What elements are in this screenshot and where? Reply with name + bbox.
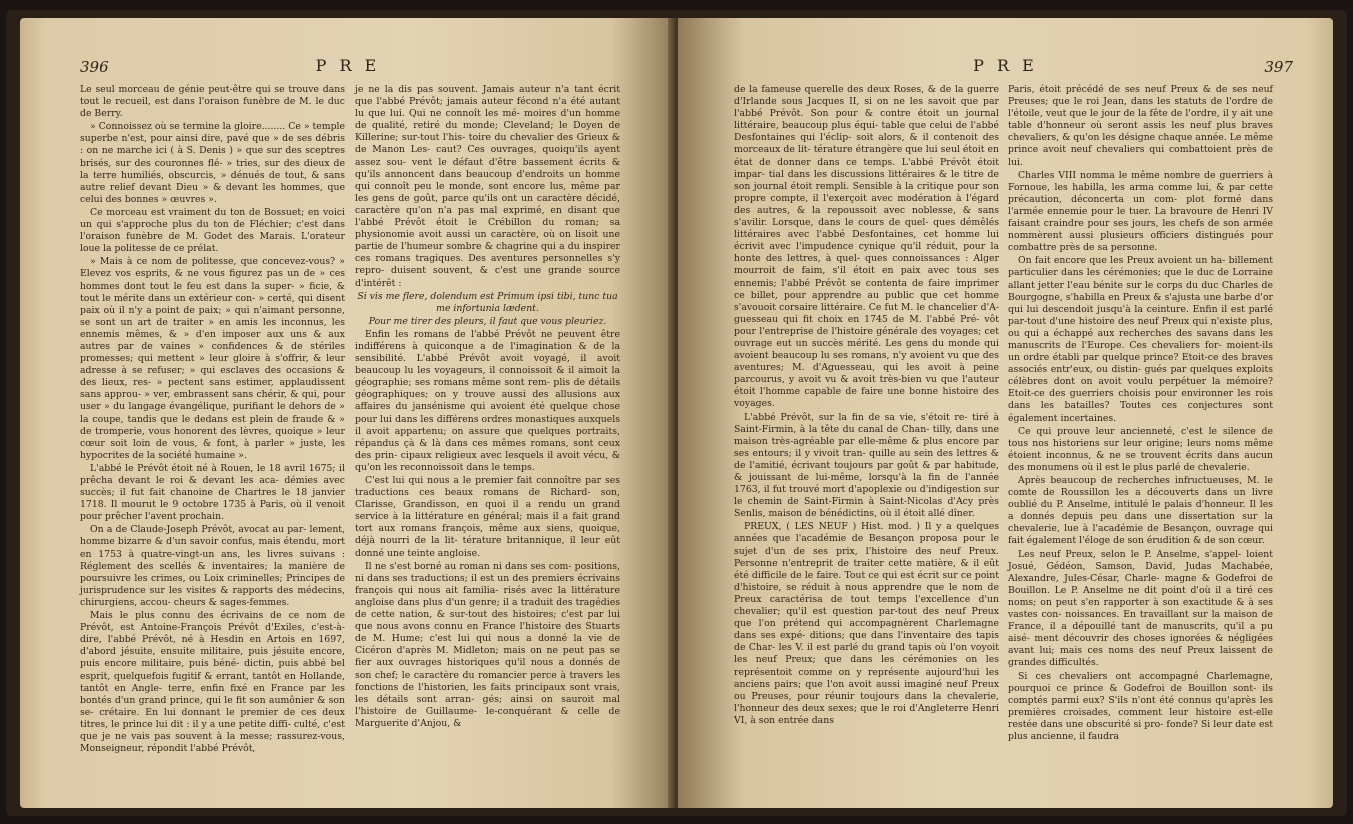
right-column-2: [1008, 84, 1273, 744]
quotation-translation: Pour me tirer des pleurs, il faut que vous pleuriez.: [368, 315, 607, 327]
left-page-number: 396: [80, 58, 109, 76]
paragraph: C'est lui qui nous a le premier fait connoître par ses traductions ces beaux romans de Richard- son, Clarisse, Grandisson, en quoi il a rendu un grand service à la littérature en général; mais il a fait grand tort aux romans françois, même aux siens, quoique, déjà nourri de la lit- térature britannique, il leur eût donné une teinte angloise.: [355, 475, 620, 559]
right-running-head: P R E: [973, 56, 1038, 75]
paragraph: PREUX, ( LES NEUF ) Hist. mod. ) Il y a quelques années que l'académie de Besançon proposa pour le sujet d'un de ses prix, l'histoire des neuf Preux. Personne n'entreprit de traiter cette matière, & il eût été difficile de le faire. Tout ce qui est écrit sur ce point d'histoire, se réduit à nous apprendre que le nom de Preux caractérisa de tout temps l'excellence d'un chevalier; qu'il est question par-tout des neuf Preux que l'on prétend qui accompagnèrent Charlemagne dans ses expé- ditions; que dans l'inventaire des tapis de Char- les V. il est parlé du grand tapis où l'on voyoit les neuf Preux; que dans les cérémonies on les représentoit comme on y représente aujourd'hui les anciens pairs; que l'on avoit aussi imaginé neuf Preux ou Preuses, pour réunir toujours dans la chevalerie, l'honneur des deux sexes; que le roi d'Angleterre Henri VI, à son entrée dans: [734, 521, 999, 726]
right-page-header: [678, 56, 1333, 82]
paragraph: Le seul morceau de génie peut-être qui se trouve dans tout le recueil, est dans l'oraison funèbre de M. le duc de Berry.: [80, 84, 345, 120]
paragraph: Après beaucoup de recherches infructueuses, M. le comte de Roussillon les a découverts dans un livre oublié du P. Anselme, intitulé le palais d'honneur. Il les a donnés depuis peu dans une dissertation sur la chevalerie, lue à l'académie de Besançon, ouvrage qui fait également l'éloge de son érudition & de son cœur.: [1008, 475, 1273, 547]
paragraph: » Mais à ce nom de politesse, que concevez-vous? » Elevez vos esprits, & ne vous figurez pas un de » ces hommes dont tout le feu est dans la super- » ficie, & tout le mérite dans un extérieur con- » certé, qui disent paix où il n'y a point de paix; » qui n'aimant personne, se sont un art de traiter » en amis les inconnus, les ennemis mêmes, & » d'en imposer aux uns & aux autres par de vaines » confidences & de stériles promesses; qui mettent » leur gloire à s'offrir, & leur adresse à se refuser; » qui esclaves des occasions & des lieux, res- » pectent sans estimer, applaudissent sans approu- » ver, embrassent sans chérir, & qui, pour user » du langage évangélique, purifiant le dehors de » la coupe, tandis que le dedans est plein de fraude & » de tromperie, vous honorent des lèvres, quoique » leur cœur soit loin de vous, & font, à parler » juste, les hypocrites de la société humaine ».: [80, 256, 345, 461]
paragraph: je ne la dis pas souvent. Jamais auteur n'a tant écrit que l'abbé Prévôt; jamais auteur fécond n'a été autant lu que lui. Qui ne connoît les mé- moires d'un homme de qualité, retiré du monde; Cleveland; le Doyen de Killerine; sur-tout l'his- toire du chevalier des Grieux & de Manon Les- caut? Ces ouvrages, quoiqu'ils ayent assez sou- vent le défaut d'être bassement écrits & qu'ils annoncent dans beaucoup d'endroits un homme qui connoît peu le monde, sont encore lus, même par les gens de goût, parce qu'ils ont un caractère décidé, caractère qu'on n'a pas mal exprimé, en disant que l'abbé Prévôt étoit le Crébillon du roman; sa physionomie avoit aussi un caractère, où on lisoit une partie de l'humeur sombre & chagrine qui a du inspirer ces romans tragiques. Des aventures personnelles s'y repro- duisent souvent, & c'est une grande source d'intérêt :: [355, 84, 620, 289]
paragraph: Paris, étoit précédé de ses neuf Preux & de ses neuf Preuses; que le roi Jean, dans les statuts de l'ordre de l'étoile, veut que le jour de la fête de l'ordre, il y ait une table d'honneur où seront assis les neuf plus braves chevaliers, & qu'on les désigne chaque année. Le même prince avoit neuf chevaliers qui combattoient près de lui.: [1008, 84, 1273, 168]
paragraph: L'abbé Prévôt, sur la fin de sa vie, s'étoit re- tiré à Saint-Firmin, à la tête du canal de Chan- tilly, dans une maison très-agréable par elle-même & plus encore par ses entours; il y vivoit tran- quille au sein des lettres & de l'amitié, écrivant toujours par goût & par habitude, & jouissant de lui-même, lorsqu'à la fin de l'année 1763, il fut trouvé mort d'apoplexie ou d'indigestion sur le chemin de Saint-Firmin à Saint-Nicolas d'Acy près Senlis, maison de bénédictins, où il étoit allé dîner.: [734, 411, 999, 520]
paragraph: Ce morceau est vraiment du ton de Bossuet; en voici un qui s'approche plus du ton de Fléchier; c'est dans l'oraison funèbre de M. Godet des Marais. L'orateur loue la politesse de ce prélat.: [80, 206, 345, 255]
paragraph: Mais le plus connu des écrivains de ce nom de Prévôt, est Antoine-François Prévôt d'Exiles, c'est-à-dire, l'abbé Prévôt, né à Hesdin en Artois en 1697, d'abord jésuite, ensuite militaire, puis jésuite encore, puis encore militaire, puis béné- dictin, puis abbé bel esprit, quelquefois fugitif & errant, tantôt en Hollande, tantôt en Angle- terre, enfin fixé en France par les bontés d'un grand prince, qui le fit son aumônier & son se- crétaire. En lui donnant le premier de ces deux titres, le prince lui dit : il y a une petite diffi- culté, c'est que je ne vais pas souvent à la messe; rassurez-vous, Monseigneur, répondit l'abbé Prévôt,: [80, 610, 345, 755]
paragraph: Les neuf Preux, selon le P. Anselme, s'appel- loient Josué, Gédéon, Samson, David, Judas Machabée, Alexandre, Jules-César, Charle- magne & Godefroi de Bouillon. Le P. Anselme ne dit point d'où il a tiré ces noms; on peut s'en rapporter à son exactitude & à ses vastes con- noissances. En travaillant sur la maison de France, il a dépouillé tant de manuscrits, qu'il a pu aisé- ment découvrir des choses ignorées & négligées avant lui; mais ces noms des neuf Preux laissent de grandes difficultés.: [1008, 548, 1273, 669]
left-column-2: [355, 84, 620, 731]
paragraph: » Connoissez où se termine la gloire........ Ce » temple superbe n'est, pour ainsi dire, pavé que » de ses débris : on ne marche ici ( à S. Denis ) » que sur des sceptres brisés, sur des couronnes flé- » tries, sur des dieux de la terre humiliés, obscurcis, » dénués de tout, & sans autre relief devant Dieu » & devant les hommes, que celui des bonnes » œuvres ».: [80, 121, 345, 205]
open-book: [6, 10, 1347, 816]
paragraph: Ce qui prouve leur ancienneté, c'est le silence de tous nos historiens sur leur origine; leurs noms même étoient inconnus, & ne se trouvent écrits dans aucun des monumens où il est le plus parlé de chevalerie.: [1008, 425, 1273, 473]
latin-quotation: Si vis me flere, dolendum est Primum ipsi tibi, tunc tua me infortunia lædent.: [357, 290, 618, 314]
left-page-header: [20, 56, 676, 82]
paragraph: de la fameuse querelle des deux Roses, & de la guerre d'Irlande sous Jacques II, si on ne les savoit que par l'abbé Prévôt. Son pour & contre étoit un journal littéraire, beaucoup plus équi- table que celui de l'abbé Desfontaines qui l'éclip- soit alors, & il contenoit des morceaux de lit- térature étrangère que lui seul étoit en état de donner dans ce temps. L'abbé Prévôt étoit impar- tial dans les discussions littéraires & le titre de son journal étoit rempli. Sensible à la critique pour son propre compte, il l'exerçoit avec modération à l'égard des autres, & la repoussoit avec noblesse, & sans s'avilir. Lorsque, dans le cours de quel- ques démêlés littéraires avec l'abbé Desfontaines, cet homme lui écrivit avec l'impudence cynique qu'il réduit, pour la honte des lettres, à quel- ques connoissances : Alger mourroit de faim, s'il étoit en paix avec tous ses ennemis; l'abbé Prévôt se contenta de faire imprimer ce billet, pour apprendre au public que cet homme s'avouoit corsaire littéraire. Ce fut M. le chancelier d'A- guesseau qui fit choix en 1745 de M. l'abbé Pré- vôt pour l'entreprise de l'histoire générale des voyages; cet ouvrage eut un succès mérité. Les gens du monde qui avoient beaucoup lu ses romans, n'y avoient vu que des aventures; M. d'Aguesseau, qui les avoit à peine parcourus, y avoit vu & avoit très-bien vu que l'auteur étoit l'homme capable de faire une bonne histoire des voyages.: [734, 84, 999, 410]
right-page-number: 397: [1264, 58, 1293, 76]
left-page: [20, 18, 676, 808]
paragraph: Si ces chevaliers ont accompagné Charlemagne, pourquoi ce prince & Godefroi de Bouillon sont- ils comptés parmi eux? S'ils n'ont été connus qu'après les premières croisades, comment leur histoire est-elle restée dans une obscurité si pro- fonde? Si leur date est plus ancienne, il faudra: [1008, 670, 1273, 742]
right-column-1: [734, 84, 999, 728]
paragraph: On a de Claude-Joseph Prévôt, avocat au par- lement, homme bizarre & d'un savoir confus, mais étendu, mort en 1753 à quatre-vingt-un ans, les livres suivans : Réglement des scellés & inventaires; la manière de poursuivre les crimes, ou Loix criminelles; Principes de jurisprudence sur les visites & rapports des médecins, chirurgiens, accou- cheurs & sages-femmes.: [80, 524, 345, 608]
paragraph: L'abbé le Prévôt étoit né à Rouen, le 18 avril 1675; il prêcha devant le roi & devant les aca- démies avec succès; il fut fait chanoine de Chartres le 18 janvier 1718. Il mourut le 9 octobre 1735 à Paris, où il venoit pour prêcher l'avent prochain.: [80, 462, 345, 523]
right-page: [678, 18, 1333, 808]
paragraph: On fait encore que les Preux avoient un ha- billement particulier dans les cérémonies; que le duc de Lorraine allant jetter l'eau bénite sur le corps du duc Charles de Bourgogne, s'habilla en Preux & s'ajusta une barbe d'or qui lui descendoit jusqu'à la ceinture. Enfin il est parlé par-tout d'une histoire des neuf Preux qui n'existe plus, ou qui a échappé aux recherches des savans dans les manuscrits de l'Europe. Ces chevaliers for- moient-ils un ordre établi par quelque prince? Etoit-ce des braves associés entr'eux, ou distin- gués par quelques exploits célèbres dont on avoit voulu perpétuer la mémoire? Etoit-ce des guerriers choisis pour environner les rois dans les batailles? Toutes ces conjectures sont également incertaines.: [1008, 255, 1273, 424]
left-running-head: P R E: [315, 56, 381, 75]
left-column-1: [80, 84, 345, 756]
paragraph: Il ne s'est borné au roman ni dans ses com- positions, ni dans ses traductions; il est un des premiers écrivains françois qui nous ait familia- risés avec la littérature angloise dans plus d'un genre; il a traduit des tragédies de cette nation, & sur-tout des histoires; c'est par lui que nous avons connu en France l'histoire des Stuarts de M. Hume; c'est lui qui nous a donné la vie de Cicéron d'après M. Midleton; mais on ne peut pas se fier aux ouvrages historiques qu'il nous a donnés de son chef; le caractère du romancier perce à travers les fonctions de l'historien, les faits principaux sont vrais, les détails sont arran- gés; ainsi on sauroit mal l'histoire de Guillaume- le-conquérant & celle de Marguerite d'Anjou, &: [355, 560, 620, 729]
paragraph: Charles VIII nomma le même nombre de guerriers à Fornoue, les habilla, les arma comme lui, & par cette précaution, déconcerta un com- plot formé dans l'armée ennemie pour le tuer. La bravoure de Henri IV faisant craindre pour ses jours, les chefs de son armée nommèrent aussi plusieurs officiers distingués pour combattre près de sa personne.: [1008, 169, 1273, 254]
paragraph: Enfin les romans de l'abbé Prévôt ne peuvent être indifférens à quiconque a de l'imagination & de la sensibilité. L'abbé Prévôt avoit voyagé, il avoit beaucoup lu les voyageurs, il connoissoit & il aimoit la géographie; ses romans même sont rem- plis de détails géographiques; on y trouve aussi des allusions aux affaires du jansénisme qui avoient été quelque chose pour lui dans les différens ordres monastiques auxquels il avoit appartenu; on assure que quelques portraits, répandus çà & là dans ces mêmes romans, sont ceux des prin- cipaux religieux avec lesquels il avoit vécu, & qu'on les reconnoissoit dans le temps.: [355, 328, 620, 473]
